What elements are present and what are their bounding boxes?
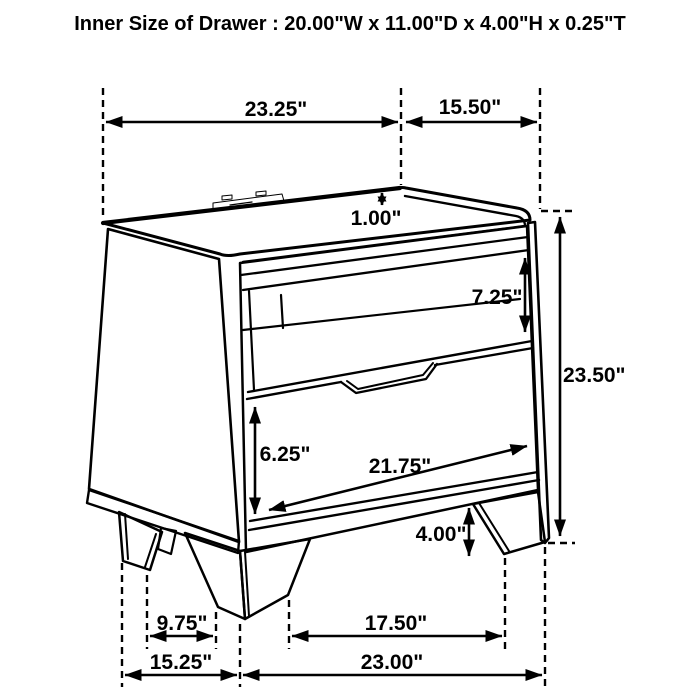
left-side-panel — [89, 229, 239, 542]
dimension-label: 1.00" — [350, 207, 402, 230]
dimension-label: 7.25" — [471, 286, 523, 309]
front-right-leg-edge-line — [479, 503, 509, 551]
dim-top-thickness — [351, 193, 402, 230]
dim-top-width — [103, 88, 401, 220]
dim-drawer-front-height — [255, 407, 310, 514]
dimension-label: 4.00" — [415, 523, 467, 546]
dimension-label: 15.25" — [149, 651, 213, 674]
front-face — [240, 226, 538, 552]
dimension-label: 23.00" — [360, 651, 424, 674]
shelf-inner-corner — [281, 295, 283, 328]
dim-front-leg-gap — [289, 558, 505, 649]
left-stile-inner-line — [249, 291, 254, 390]
dimension-label: 21.75" — [368, 455, 432, 478]
dim-side-leg-gap — [147, 575, 216, 649]
dimension-label: 6.25" — [259, 443, 311, 466]
dim-shelf-opening-height — [472, 258, 525, 332]
diagram-title: Inner Size of Drawer : 20.00"W x 11.00"D x 4.00"H x 0.25"T — [74, 13, 626, 35]
back-left-leg-edge-line2 — [145, 534, 156, 567]
drawer-pull-notch — [341, 364, 437, 393]
dimension-label: 23.50" — [563, 364, 626, 387]
front-right-leg — [473, 492, 545, 554]
dimension-label: 15.50" — [438, 96, 502, 119]
nightstand-line-art — [87, 188, 549, 620]
dimension-label: 23.25" — [244, 98, 308, 121]
dim-overall-height — [541, 211, 626, 543]
dimension-label: 17.50" — [364, 612, 428, 635]
dimension-label: 9.75" — [156, 612, 208, 635]
back-left-leg-edge-line — [125, 514, 128, 559]
front-left-leg-edge-line — [245, 552, 249, 616]
shelf-front-edge-top — [248, 341, 532, 392]
